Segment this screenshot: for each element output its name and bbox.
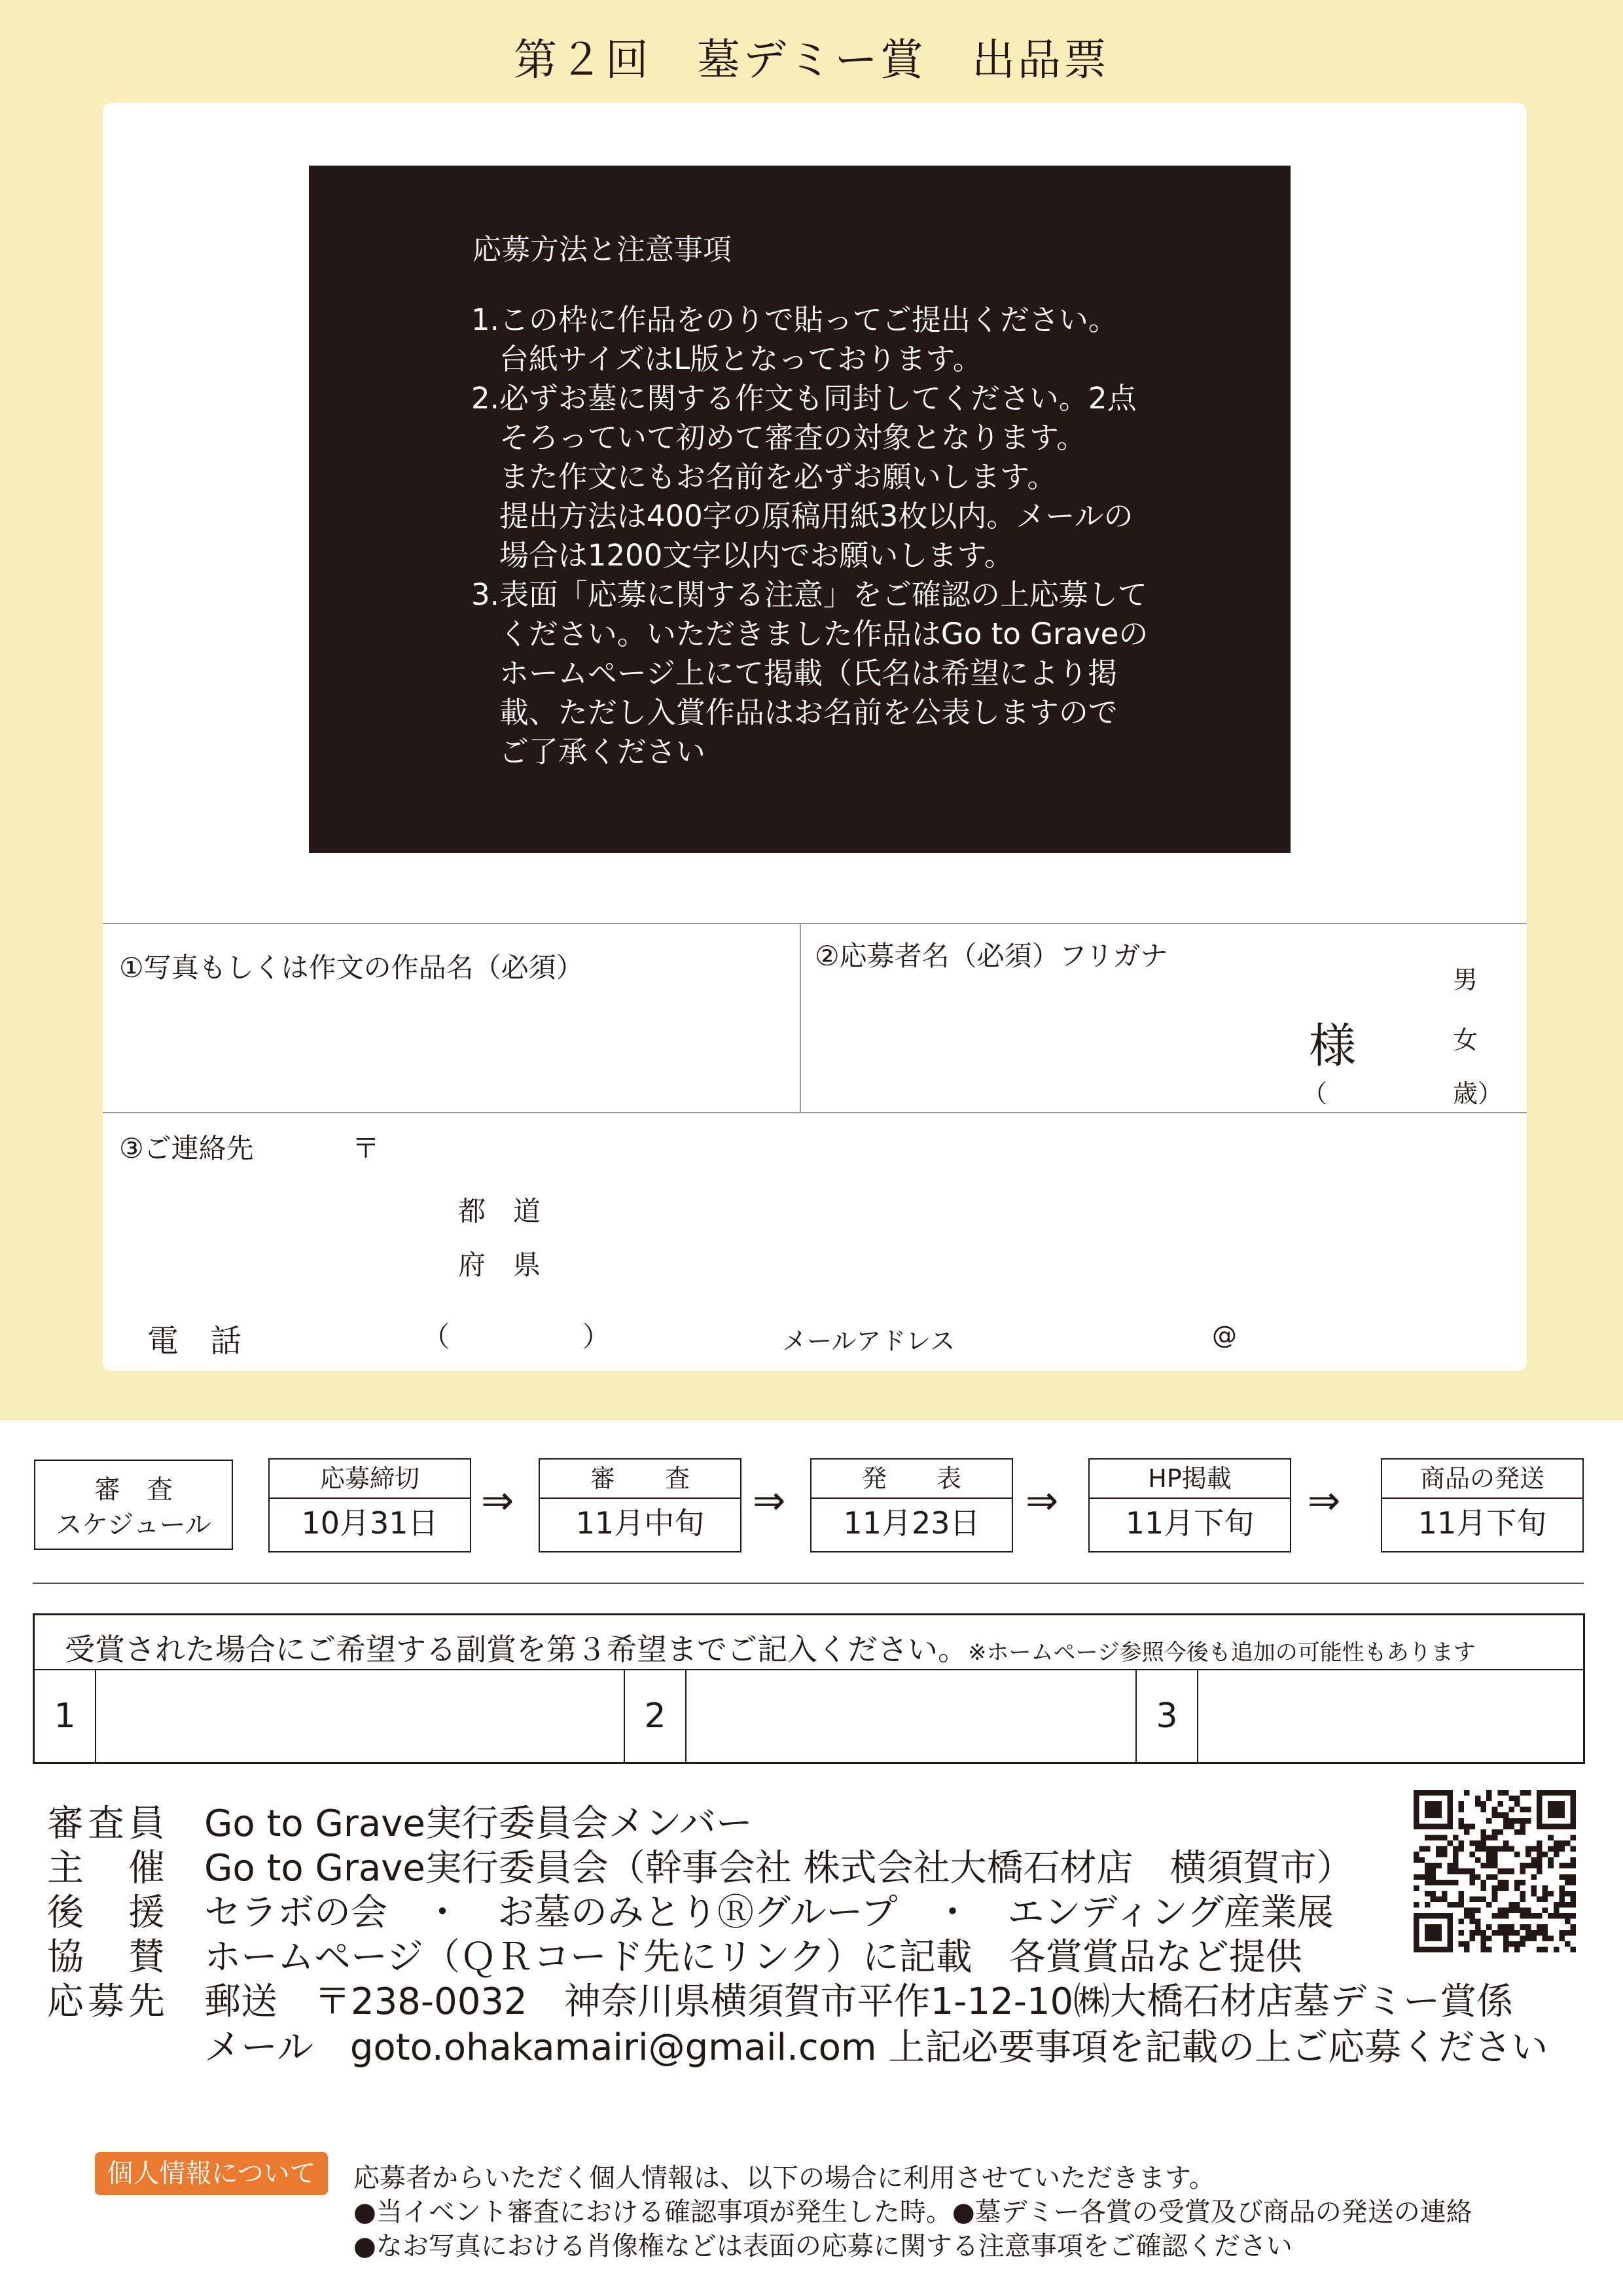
instruction-line: 提出方法は400字の原稿用紙3枚以内。メールの — [471, 499, 1133, 533]
photo-frame[interactable] — [309, 166, 1291, 853]
privacy-line: ●当イベント審査における確認事項が発生した時。●墓デミー各賞の受賞及び商品の発送の連絡 — [353, 2197, 1472, 2227]
schedule-step-label: HP掲載 — [1090, 1460, 1290, 1499]
schedule-step-label: 商品の発送 — [1382, 1460, 1582, 1499]
privacy-line: 応募者からいただく個人情報は、以下の場合に利用させていただきます。 — [353, 2163, 1215, 2193]
schedule-arrow: ⇒ — [481, 1478, 514, 1524]
info-row-submit — [47, 1973, 1513, 2025]
form-divider — [103, 1112, 1527, 1113]
schedule-arrow: ⇒ — [1026, 1478, 1059, 1524]
email-label: メールアドレス — [782, 1327, 955, 1355]
info-label: 主 催 — [47, 1847, 169, 1890]
prize-preference-box — [33, 1613, 1585, 1764]
prefecture-label-2: 府 県 — [458, 1249, 541, 1281]
prize-choice-2-field[interactable] — [687, 1670, 1137, 1762]
info-label: 審査員 — [47, 1803, 169, 1845]
schedule-step-date: 11月中旬 — [575, 1505, 705, 1541]
instruction-line: また作文にもお名前を必ずお願いします。 — [471, 459, 1057, 494]
schedule-step-date: 11月下旬 — [1418, 1505, 1547, 1541]
phone-open-paren: （ — [422, 1321, 450, 1353]
phone-field[interactable] — [419, 1309, 746, 1355]
instruction-line: 2.必ずお墓に関する作文も同封してください。2点 — [471, 381, 1137, 416]
privacy-badge: 個人情報について — [95, 2152, 328, 2195]
form-divider — [800, 923, 801, 1113]
schedule-step-date: 11月下旬 — [1125, 1505, 1255, 1541]
prize-header — [35, 1615, 1583, 1670]
schedule-step-shipping — [1381, 1458, 1584, 1552]
age-open-paren: （ — [1302, 1079, 1328, 1108]
gender-female[interactable]: 女 — [1453, 1026, 1478, 1054]
honorific: 様 — [1309, 1018, 1357, 1073]
prize-choice-number: 1 — [35, 1670, 96, 1762]
prize-instruction-wrap — [65, 1626, 1476, 1669]
info-label: 応募先 — [47, 1981, 169, 2023]
frame-heading: 応募方法と注意事項 — [473, 233, 732, 266]
instruction-line: ご了承ください — [471, 734, 705, 769]
schedule-heading-line1: 審 査 — [94, 1475, 173, 1505]
prize-note: ※ホームページ参照今後も追加の可能性もあります — [968, 1640, 1476, 1666]
work-title-label: ①写真もしくは作文の作品名（必須） — [119, 952, 584, 984]
postal-mark: 〒 — [352, 1132, 380, 1164]
contact-label: ③ご連絡先 — [119, 1132, 254, 1164]
schedule-step-announcement — [810, 1458, 1013, 1552]
info-label: 協 賛 — [47, 1936, 169, 1979]
schedule-step-label: 発 表 — [812, 1460, 1012, 1499]
prize-choice-number: 2 — [625, 1670, 687, 1762]
info-value: 郵送 〒238-0032 神奈川県横須賀市平作1-12-10㈱大橋石材店墓デミー賞係 — [204, 1981, 1514, 2023]
instruction-line: 3.表面「応募に関する注意」をご確認の上応募して — [471, 577, 1147, 612]
prize-instruction: 受賞された場合にご希望する副賞を第３希望までご記入ください。 — [65, 1632, 968, 1667]
instruction-line: 台紙サイズはL版となっております。 — [471, 342, 982, 376]
phone-label: 電 話 — [147, 1323, 242, 1359]
email-field[interactable] — [995, 1312, 1492, 1358]
schedule-heading-line2: スケジュール — [56, 1510, 211, 1540]
instruction-line: 載、ただし入賞作品はお名前を公表しますので — [471, 695, 1118, 730]
schedule-heading — [34, 1460, 233, 1550]
info-row-email — [47, 2018, 1548, 2071]
gender-male[interactable]: 男 — [1453, 965, 1478, 994]
privacy-line: ●なお写真における肖像権などは表面の応募に関する注意事項をご確認ください — [353, 2231, 1293, 2261]
info-value: セラボの会 ・ お墓のみとりⓇグループ ・ エンディング産業展 — [204, 1892, 1334, 1934]
section-divider — [33, 1583, 1584, 1584]
age-label: 歳） — [1453, 1079, 1503, 1108]
schedule-step-label: 審 査 — [540, 1460, 740, 1499]
prize-choice-1-field[interactable] — [96, 1670, 625, 1762]
info-value: ホームページ（ＱＲコード先にリンク）に記載 各賞賞品など提供 — [204, 1936, 1302, 1979]
schedule-step-date: 10月31日 — [301, 1505, 438, 1541]
prefecture-label-1: 都 道 — [458, 1195, 541, 1227]
postal-code-field[interactable] — [393, 1122, 720, 1162]
info-value: メール goto.ohakamairi@gmail.com 上記必要事項を記載の上ご応募ください — [204, 2026, 1548, 2069]
prize-choice-3-field[interactable] — [1198, 1670, 1583, 1762]
schedule-step-review — [539, 1458, 741, 1552]
phone-close-paren: ） — [582, 1321, 611, 1353]
applicant-name-field[interactable] — [812, 975, 1283, 1103]
schedule-step-label: 応募締切 — [270, 1460, 470, 1499]
info-value: Go to Grave実行委員会（幹事会社 株式会社大橋石材店 横須賀市） — [204, 1847, 1353, 1890]
schedule-arrow: ⇒ — [753, 1478, 786, 1524]
instruction-line: ホームページ上にて掲載（氏名は希望により掲 — [471, 656, 1118, 691]
applicant-name-label: ②応募者名（必須）フリガナ — [815, 940, 1168, 972]
instruction-line: 1.この枠に作品をのりで貼ってご提出ください。 — [471, 302, 1118, 337]
info-value: Go to Grave実行委員会メンバー — [204, 1803, 753, 1845]
instruction-line: ください。いただきました作品はGo to Graveの — [471, 617, 1149, 651]
schedule-arrow: ⇒ — [1308, 1478, 1341, 1524]
prize-choice-number: 3 — [1137, 1670, 1198, 1762]
form-divider — [103, 923, 1527, 924]
page-title: 第２回 墓デミー賞 出品票 — [514, 35, 1109, 85]
instruction-line: 場合は1200文字以内でお願いします。 — [471, 538, 1014, 573]
instruction-line: そろっていて初めて審査の対象となります。 — [471, 420, 1086, 455]
qr-code-icon[interactable] — [1414, 1790, 1576, 1952]
schedule-step-deadline — [268, 1458, 471, 1552]
age-field[interactable] — [1335, 1068, 1446, 1105]
work-title-field[interactable] — [111, 988, 792, 1103]
at-sign: @ — [1212, 1321, 1237, 1350]
info-label: 後 援 — [47, 1892, 169, 1934]
frame-instructions — [471, 300, 1276, 772]
address-field[interactable] — [589, 1185, 1492, 1283]
schedule-step-date: 11月23日 — [843, 1505, 980, 1541]
schedule-step-hp — [1088, 1458, 1291, 1552]
